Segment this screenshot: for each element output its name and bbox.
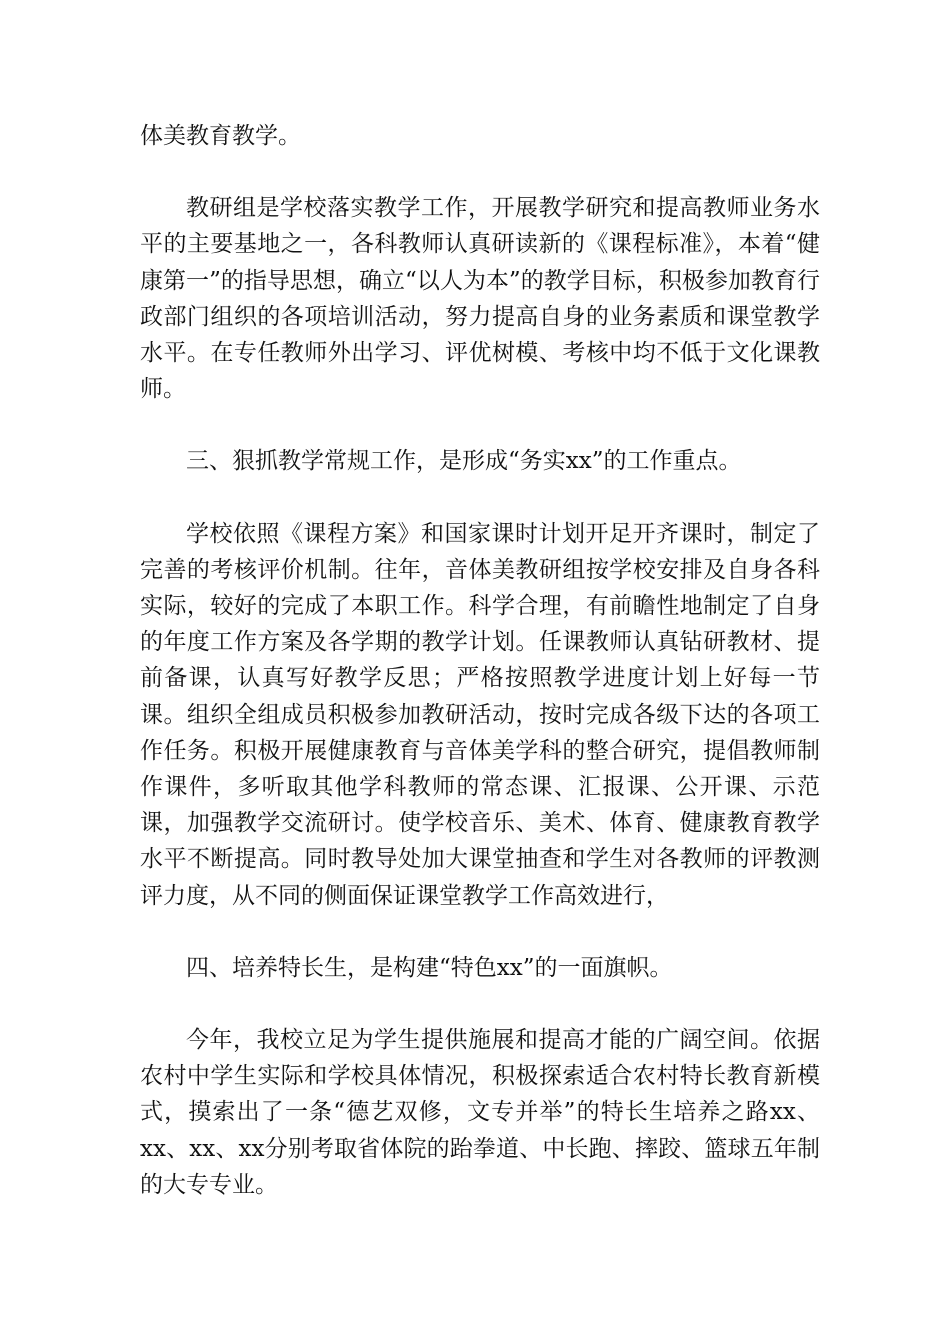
paragraph — [140, 118, 820, 154]
text-line: 学科教师的常态课、汇报课、公开课、示范课，加强教学交流研讨。 — [140, 774, 821, 837]
text-line: 教研组是学校落实教学工作，开展教学研究和提高教师业务水平 — [140, 195, 820, 258]
text-line: 村中学生实际和学校具体情况，积极探索适合农村特长教育新模式， — [140, 1063, 821, 1126]
paragraph-gap — [140, 986, 820, 1022]
paragraph — [140, 1022, 820, 1203]
paragraph — [140, 950, 820, 986]
text-line: 使学校音乐、美术、体育、健康教育教学水平不断提高。同时教导处 — [140, 810, 821, 873]
text-line: 作方案及各学期的教学计划。任课教师认真钻研教材、提前备课，认 — [140, 629, 821, 692]
paragraph-gap — [140, 480, 820, 516]
text-line: 真写好教学反思；严格按照教学进度计划上好每一节课。组织全组成 — [140, 665, 821, 728]
paragraph-gap — [140, 407, 820, 443]
text-line: 四、培养特长生，是构建“特色xx”的一面旗帜。 — [186, 954, 673, 981]
text-line: 学校依照《课程方案》和国家课时计划开足开齐课时，制定了完 — [140, 520, 820, 583]
text-line: 第一”的指导思想，确立“以人为本”的教学目标，积极参加教育行 — [163, 267, 821, 294]
text-line: 摸索出了一条“德艺双修，文专并举”的特长生培养之路 — [188, 1099, 770, 1126]
text-line: 平。在专任教师外出学习、评优树模、考核中均不低于文化课教师。 — [140, 340, 821, 403]
text-line: xx、xx、xx、xx分别考取省体院的跆拳道、中长跑、摔跤、篮球五 — [140, 1099, 820, 1162]
text-line: 三、狠抓教学常规工作，是形成“务实xx”的工作重点。 — [186, 448, 742, 475]
paragraph-gap — [140, 914, 820, 950]
text-line: 加大课堂抽查和学生对各教师的评教测评力度，从不同的侧面保证课 — [140, 846, 821, 909]
text-line: 年制的大专专业。 — [140, 1135, 821, 1198]
paragraph — [140, 190, 820, 407]
text-line: 今年，我校立足为学生提供施展和提高才能的广阔空间。依据农 — [140, 1027, 820, 1090]
paragraph — [140, 516, 820, 914]
text-line: 政部门组织的各项培训活动，努力提高自身的业务素质和课堂教学水 — [140, 303, 820, 367]
text-line: 员积极参加教研活动，按时完成各级下达的各项工作任务。积极开展 — [140, 701, 821, 764]
text-line: 体美教育教学。 — [140, 123, 301, 149]
text-line: 较好的完成了本职工作。科学合理，有前瞻性地制定了自身的年度工 — [140, 593, 821, 656]
text-line: 健康教育与音体美学科的整合研究，提倡教师制作课件，多听取其他 — [140, 737, 821, 801]
document-body — [140, 118, 820, 1203]
text-line: 的主要基地之一，各科教师认真研读新的《课程标准》，本着“健康 — [140, 231, 821, 294]
paragraph-gap — [140, 154, 820, 190]
paragraph — [140, 443, 820, 479]
text-line: 善的考核评价机制。往年，音体美教研组按学校安排及自身各科实际， — [140, 556, 821, 620]
text-line: 堂教学工作高效进行， — [439, 882, 669, 909]
